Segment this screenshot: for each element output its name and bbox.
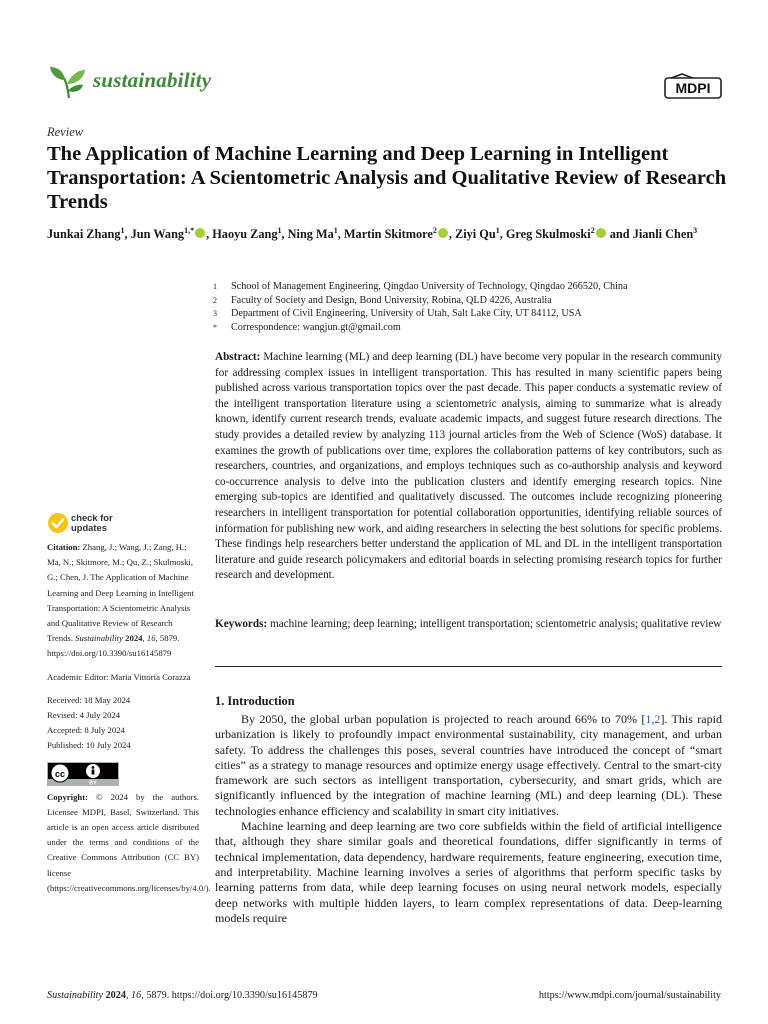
author-name[interactable]: Jun Wang <box>130 227 185 242</box>
author-name[interactable]: Ning Ma <box>287 227 334 242</box>
citation-volume: 16 <box>146 633 156 644</box>
journal-name: sustainability <box>93 68 212 92</box>
section-heading-introduction: 1. Introduction <box>215 694 295 708</box>
affiliation-text: Department of Civil Engineering, University of Utah, Salt Lake City, UT 84112, USA <box>231 308 582 319</box>
affiliation-row <box>213 280 733 294</box>
keywords-text: machine learning; deep learning; intelligent transportation; scientometric analysis; qualitative review <box>270 618 722 630</box>
author-separator: and <box>606 227 633 242</box>
copyright-label: Copyright: <box>47 791 89 802</box>
author-affiliation-mark: 1 <box>277 226 282 235</box>
author-affiliation-mark: 3 <box>693 226 698 235</box>
citation-year: 2024 <box>125 633 143 644</box>
leaf-icon <box>47 64 87 100</box>
affiliation-mark: 1 <box>213 282 217 291</box>
author-separator: , <box>124 227 131 242</box>
author-separator: , <box>499 227 506 242</box>
affiliation-row <box>213 321 733 335</box>
publication-date: Received: 18 May 2024 <box>47 694 131 705</box>
mdpi-logo[interactable] <box>664 72 722 100</box>
author-separator: , <box>206 227 213 242</box>
affiliation-text[interactable]: Correspondence: wangjun.gt@gmail.com <box>231 321 401 333</box>
publisher-name: MDPI <box>675 80 711 96</box>
footer-year: 2024 <box>105 990 126 1001</box>
intro-paragraph-1 <box>215 712 722 819</box>
affiliation-row <box>213 294 733 308</box>
citation-label: Citation: <box>47 542 81 552</box>
publication-dates <box>47 693 199 754</box>
author-separator: , <box>281 227 288 242</box>
publication-date: Published: 10 July 2024 <box>47 740 131 751</box>
footer-doi[interactable]: , 5879. https://doi.org/10.3390/su16145879 <box>141 990 318 1001</box>
publication-date: Revised: 4 July 2024 <box>47 710 121 721</box>
intro-paragraph-2: Machine learning and deep learning are two core subfields within the field of artificial intelligence that, although they share similar goals and theoretical foundations, differ significantly in terms of technical implementation, data dependency, hardware requirements, feature engineering, execution time, and interpretability. Machine learning involves a series of algorithms that perform specific tasks by learning patterns from data, while deep learning focuses on using neural network models, especially deep networks with multiple hidden layers, to learn complex representations of data. Deep-learning models require <box>215 819 722 925</box>
article-type: Review <box>47 125 84 139</box>
copyright-text: © 2024 by the authors. Licensee MDPI, Basel, Switzerland. This article is an open access article distributed under the terms and conditions of the Creative Commons Attribution (CC BY) license (https://creativecommons.org/licenses/by/4.0/). <box>47 791 211 893</box>
author-separator: , <box>337 227 344 242</box>
intro-p1-part-a: By 2050, the global urban population is projected to reach around 66% to 70% [ <box>241 712 646 726</box>
author-affiliation-mark: 1 <box>120 226 125 235</box>
author-name[interactable]: Junkai Zhang <box>47 227 121 242</box>
check-updates-line1: check for <box>71 512 113 523</box>
footer-journal-url[interactable]: https://www.mdpi.com/journal/sustainability <box>538 990 721 1001</box>
affiliation-mark: 2 <box>213 295 217 305</box>
introduction-body <box>215 712 722 926</box>
orcid-icon[interactable] <box>195 228 205 238</box>
author-name[interactable]: Haoyu Zang <box>212 227 278 242</box>
author-affiliation-mark: 1,* <box>184 226 195 235</box>
abstract-text: Machine learning (ML) and deep learning (DL) have become very popular in the research community for addressing complex issues in intelligent transportation. This has resulted in many scientific papers being published across various transportation topics over the past decade. This paper conducts a systematic review of the intelligent transportation literature using a scientometric analysis, aiming to summarize what is already known, identify current research trends, evaluate academic impacts, and suggest future research directions. The study provides a detailed review by analyzing 113 journal articles from the Web of Science (WoS) database. It examines the growth of publications over time, explores the collaboration patterns of key contributors, such as researchers, countries, and organizations, and employs techniques such as co-authorship analysis and keyword co-occurrence analysis to delve into the publication clusters and identify emerging research topics. Nine emerging sub-topics are identified and qualitatively discussed. The outcomes include recognizing pioneering researchers in intelligent transportation for potential collaboration opportunities, identifying reliable sources of information for publishing new work, and aiding researchers in selecting the best solutions for specific problems. These findings help researchers better understand the application of ML and DL in the intelligent transportation literature and guide research policymakers and editorial boards in selecting promising research topics for further research and development. <box>215 351 722 582</box>
check-for-updates-button[interactable] <box>47 512 157 536</box>
citation-doi[interactable]: , 5879. https://doi.org/10.3390/su16145879 <box>47 633 180 659</box>
author-name[interactable]: Jianli Chen <box>632 227 694 242</box>
citation-text: Zhang, J.; Wang, J.; Zang, H.; Ma, N.; Skitmore, M.; Qu, Z.; Skulmoski, G.; Chen, J. The Application of Machine Learning and Deep Learning in Intelligent Transportation: A Scientometric Analysis and Qualitative Review of Research Trends. <box>47 542 194 644</box>
license-badge-text: BY <box>89 780 97 786</box>
citation-link[interactable]: 1,2 <box>645 712 661 726</box>
citation-journal: Sustainability <box>75 633 123 644</box>
footer-volume: 16 <box>131 990 142 1001</box>
author-separator: , <box>448 227 456 242</box>
svg-text:cc: cc <box>54 768 66 779</box>
affiliation-mark: 3 <box>213 309 217 318</box>
orcid-icon[interactable] <box>438 228 448 238</box>
author-affiliation-mark: 2 <box>432 226 437 235</box>
citation-block: Citation: Zhang, J.; Wang, J.; Zang, H.; Ma, N.; Skitmore, M.; Qu, Z.; Skulmoski, G.; Chen, J. The Application of Machine Learning and Deep Learning in Intelligent Transportation: A Scientometric Analysis and Qualitative Review of Research Trends. Sustainability 2024, 16, 5879. https://doi.org/10.3390/su16145879 <box>47 542 194 659</box>
article-info-sidebar <box>47 540 211 896</box>
orcid-icon[interactable] <box>596 228 606 238</box>
author-name[interactable]: Martin Skitmore <box>343 227 433 242</box>
abstract-label: Abstract: <box>215 351 261 363</box>
publication-date: Accepted: 8 July 2024 <box>47 725 125 736</box>
intro-p1-part-b: ]. This rapid urbanization is likely to profoundly impact environmental sustainability, city management, and urban safety. To address the challenges this poses, several countries have introduced the concept of “smart cities” as a strategy to manage resources and optimize energy usage effectively. Central to the smart-city framework are such sectors as intelligent transportation, cybersecurity, and smart grids, which are significantly influenced by the integration of machine learning (ML) and deep learning (DL). These technologies enhance efficiency and scalability in smart city initiatives. <box>215 712 723 818</box>
author-affiliation-mark: 1 <box>495 226 500 235</box>
affiliation-mark: * <box>213 322 217 332</box>
affiliations <box>213 280 733 334</box>
check-updates-icon <box>47 512 69 534</box>
academic-editor: Academic Editor: Maria Vittoria Corazza <box>47 671 191 682</box>
keywords-label: Keywords: <box>215 618 268 630</box>
cc-by-license-icon[interactable] <box>47 762 119 786</box>
author-name[interactable]: Ziyi Qu <box>455 227 496 242</box>
footer-journal: Sustainability <box>47 990 104 1001</box>
author-name[interactable]: Greg Skulmoski <box>505 227 591 242</box>
author-affiliation-mark: 2 <box>590 226 595 235</box>
journal-logo[interactable] <box>47 64 247 100</box>
affiliation-text: School of Management Engineering, Qingdao University of Technology, Qingdao 266520, China <box>231 281 628 292</box>
affiliation-row <box>213 307 733 321</box>
section-divider <box>215 666 722 667</box>
copyright-notice <box>47 790 211 896</box>
author-list <box>47 222 727 243</box>
check-updates-line2: updates <box>71 521 107 533</box>
author-affiliation-mark: 1 <box>333 226 338 235</box>
footer-citation: Sustainability 2024, 16, 5879. https://doi.org/10.3390/su16145879 <box>47 990 318 1001</box>
affiliation-text: Faculty of Society and Design, Bond University, Robina, QLD 4226, Australia <box>231 294 552 306</box>
keywords <box>215 617 722 633</box>
abstract <box>215 350 722 584</box>
article-title: The Application of Machine Learning and Deep Learning in Intelligent Transportation: A Scientometric Analysis and Qualitative Review of Research Trends <box>47 143 727 213</box>
